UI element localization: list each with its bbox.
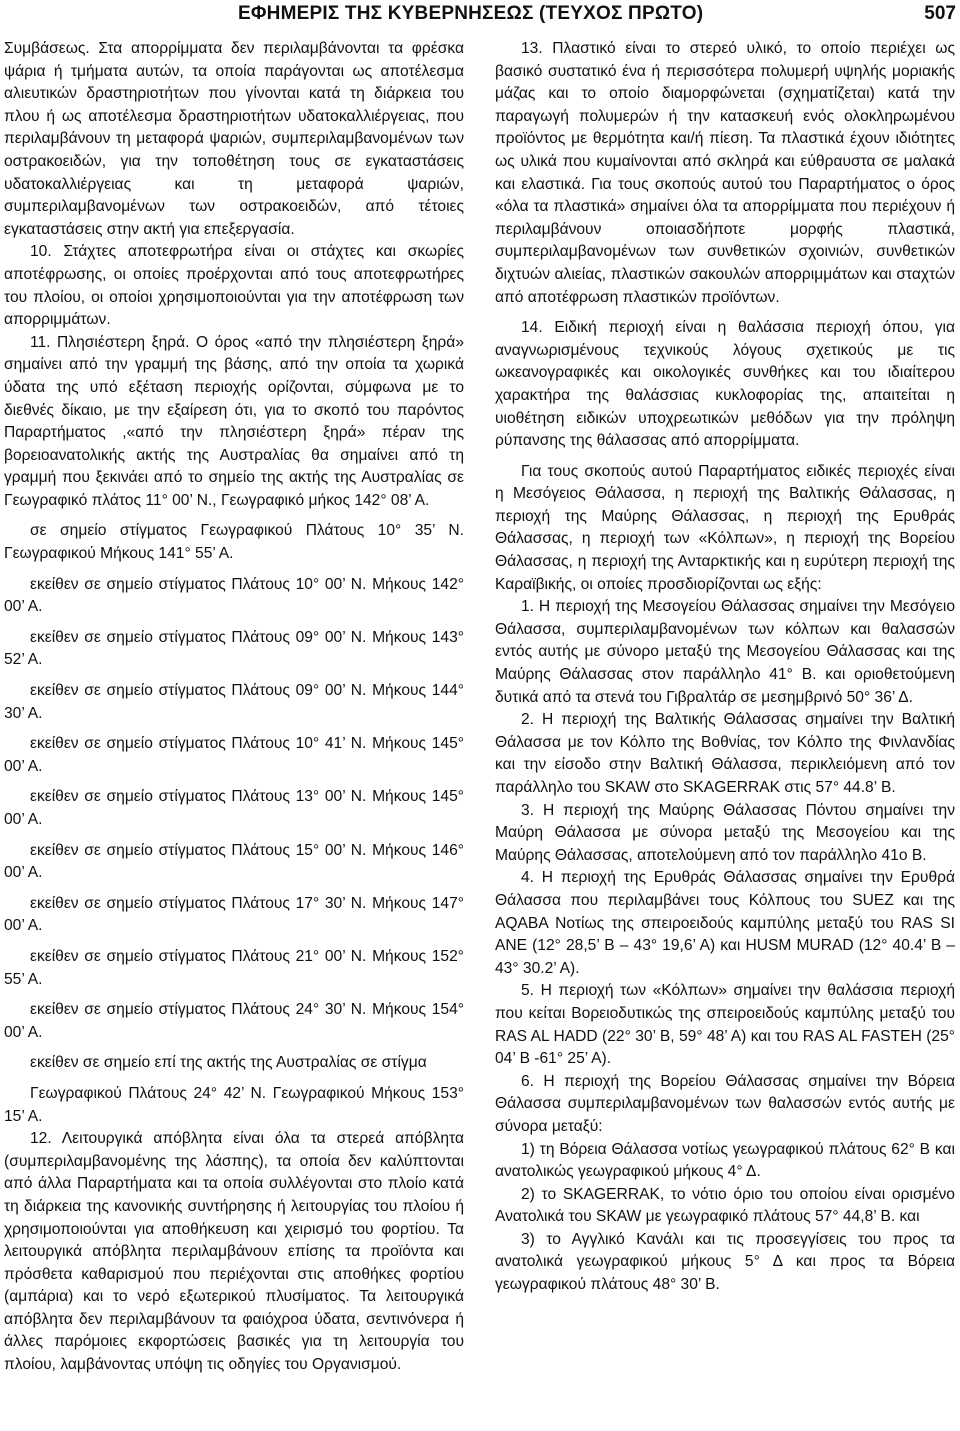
paragraph: 5. Η περιοχή των «Κόλπων» σημαίνει την θαλάσσια περιοχή που κείται Βορειοδυτικώς της σπειροειδούς καμπύλης μεταξύ του RAS AL HADD (22° 30’ Β, 59° 48’ Α) και του RAS AL FASTEH (25° 04’ Β -61° 25’ Α). [495,982,955,1068]
paragraph: 3) το Αγγλικό Κανάλι και τις προσεγγίσεις του προς τα ανατολικά γεωγραφικού μήκους 5° Δ και προς τα Βόρεια γεωγραφικού πλάτους 48° 30’ Β. [495,1230,955,1294]
paragraph: εκείθεν σε σημείο στίγματος Πλάτους 13° 00’ Ν. Μήκους 145° 00’ Α. [4,788,464,828]
paragraph: εκείθεν σε σημείο στίγματος Πλάτους 21° 00’ Ν. Μήκους 152° 55’ Α. [4,947,464,988]
paragraph: 4. Η περιοχή της Ερυθράς Θάλασσας σημαίνει την Ερυθρά Θάλασσα που περιλαμβάνει τους Κόλπους του SUEZ και της AQABA Νοτίως της σπειροειδούς καμπύλης μεταξύ του RAS SI ANE (12° 28,5’ Β – 43° 19,6’ Α) και HUSM MURAD (12° 40.4’ Β – 43° 30.2’ Α). [495,869,955,977]
page-header [0,0,960,34]
paragraph: σε σημείο στίγματος Γεωγραφικού Πλάτους 10° 35’ Ν. Γεωγραφικού Μήκους 141° 55’ Α. [4,522,464,563]
gazette-title: ΕΦΗΜΕΡΙΣ ΤΗΣ ΚΥΒΕΡΝΗΣΕΩΣ (ΤΕΥΧΟΣ ΠΡΩΤΟ) [238,3,704,24]
paragraph: εκείθεν σε σημείο στίγματος Πλάτους 24° 30’ Ν. Μήκους 154° 00’ Α. [4,1001,464,1041]
paragraph: 13. Πλαστικό είναι το στερεό υλικό, το οποίο περιέχει ως βασικό συστατικό ένα ή περισσότερα πολυμερή υψηλής μοριακής μάζας και το οποίο διαμορφώνεται (σχηματίζεται) κατά την παραγωγή πολυμερών ή την κατασκευή ενός ολοκληρωμένου προϊόντος με θερμότητα και/ή πίεση. Τα πλαστικά έχουν ιδιότητες ως υλικά που κυμαίνονται από σκληρά και εύθραυστα σε μαλακά και ελαστικά. Για τους σκοπούς αυτού του Παραρτήματος ο όρος «όλα τα πλαστικά» σημαίνει όλα τα απορρίμματα που περιέχουν ή περιλαμβάνουν οποιασδήποτε μορφής πλαστικά, συμπεριλαμβανομένων των συνθετικών σχοινιών, συνθετικών διχτυών αλιείας, πλαστικών σακουλών απορριμμάτων και σταχτών από αποτέφρωση πλαστικών προϊόντων. [495,40,955,306]
paragraph: εκείθεν σε σημείο στίγματος Πλάτους 09° 00’ Ν. Μήκους 144° 30’ Α. [4,682,464,722]
paragraph: 10. Στάχτες αποτεφρωτήρα είναι οι στάχτες και σκωρίες αποτέφρωσης, οι οποίες προέρχονται από τους αποτεφρωτήρες του πλοίου, οι οποίοι χρησιμοποιούνται για την αποτέφρωση των απορριμμάτων. [4,243,464,329]
paragraph: 6. Η περιοχή της Βορείου Θάλασσας σημαίνει την Βόρεια Θάλασσα συμπεριλαμβανομένων των θαλασσών εντός αυτής με σύνορα μεταξύ: [495,1072,955,1135]
page-number: 507 [924,3,956,24]
right-column [495,38,955,1297]
paragraph: εκείθεν σε σημείο στίγματος Πλάτους 09° 00’ Ν. Μήκους 143° 52’ Α. [4,628,464,669]
paragraph: 3. Η περιοχή της Μαύρης Θάλασσας Πόντου σημαίνει την Μαύρη Θάλασσα με σύνορα μεταξύ της Μεσογείου και της Μαύρης Θάλασσας, αποτελούμενη από τον παράλληλο 41ο Β. [495,801,955,864]
paragraph: εκείθεν σε σημείο στίγματος Πλάτους 15° 00’ Ν. Μήκους 146° 00’ Α. [4,841,464,882]
paragraph: Συμβάσεως. Στα απορρίμματα δεν περιλαμβάνονται τα φρέσκα ψάρια ή τμήματα αυτών, τα οποία παράγονται ως αποτέλεσμα αλιευτικών δραστηριοτήτων που γίνονται κατά τη διάρκεια του πλου ή ως αποτέλεσμα δραστηριοτήτων υδατοκαλλιέργειας, που περιλαμβάνουν τη μεταφορά ψαριών, συμπεριλαμβανομένων των οστρακοειδών, για την τοποθέτηση τους σε εγκαταστάσεις υδατοκαλλιέργειας και τη μεταφορά ψαριών, συμπεριλαμβανομένων των οστρακοειδών, από τέτοιες εγκαταστάσεις στην ακτή για επεξεργασία. [4,40,464,238]
paragraph: Για τους σκοπούς αυτού Παραρτήματος ειδικές περιοχές είναι η Μεσόγειος Θάλασσα, η περιοχή της Βαλτικής Θάλασσας, η περιοχή της Μαύρης Θάλασσας, η περιοχή της Ερυθράς Θάλασσας, η περιοχή των «Κόλπων», η περιοχή της Βορείου Θάλασσας, η περιοχή της Ανταρκτικής και η ευρύτερη περιοχή της Καραϊβικής, οι οποίες προσδιορίζονται ως εξής: [495,462,955,593]
paragraph: εκείθεν σε σημείο στίγματος Πλάτους 17° 30’ Ν. Μήκους 147° 00’ Α. [4,894,464,935]
left-column [4,38,464,1377]
paragraph: εκείθεν σε σημείο επί της ακτής της Αυστραλίας σε στίγμα [30,1054,427,1072]
paragraph: 14. Ειδική περιοχή είναι η θαλάσσια περιοχή όπου, για αναγνωρισμένους τεχνικούς λόγους σχετικούς με τις ωκεανογραφικές και οικολογικές συνθήκες και του ιδιαίτερου χαρακτήρα της θαλάσσιας κυκλοφορίας της, απαιτείται η υιοθέτηση ειδικών υποχρεωτικών μεθόδων για την πρόληψη ρύπανσης της θάλασσας από απορρίμματα. [495,319,955,450]
paragraph: εκείθεν σε σημείο στίγματος Πλάτους 10° 00’ Ν. Μήκους 142° 00’ Α. [4,575,464,616]
paragraph: Γεωγραφικού Πλάτους 24° 42’ Ν. Γεωγραφικού Μήκους 153° 15’ Α. [4,1084,464,1125]
paragraph: 2. Η περιοχή της Βαλτικής Θάλασσας σημαίνει την Βαλτική Θάλασσα με τον Κόλπο της Βοθνίας, τον Κόλπο της Φινλανδίας και την είσοδο στην Βαλτική Θάλασσα, περικλειόμενη από τον παράλληλο του SKAW στο SKAGERRAK στις 57° 44.8’ Β. [495,711,955,796]
paragraph: 1. Η περιοχή της Μεσογείου Θάλασσας σημαίνει την Μεσόγειο Θάλασσα, συμπεριλαμβανομένων των κόλπων και θαλασσών εντός αυτής με σύνορο μεταξύ της Μεσογείου Θάλασσας και της Μαύρης Θάλασσας στον παράλληλο 41° Β. και οριοθετούμενη δυτικά από τα στενά του Γιβραλτάρ σε μεσημβρινό 50° 36’ Δ. [495,598,955,706]
paragraph: εκείθεν σε σημείο στίγματος Πλάτους 10° 41’ Ν. Μήκους 145° 00’ Α. [4,735,464,775]
paragraph: 12. Λειτουργικά απόβλητα είναι όλα τα στερεά απόβλητα (συμπεριλαμβανομένης της λάσπης), τα οποία δεν καλύπτονται από άλλα Παραρτήματα και τα οποία συλλέγονται στο πλοίο κατά τη διάρκεια της κανονικής συντήρησης ή λειτουργίας του πλοίου ή χρησιμοποιούνται για αποθήκευση και χειρισμό του φορτίου. Τα λειτουργικά απόβλητα περιλαμβάνουν επίσης τα προϊόντα και πρόσθετα καθαρισμού που περιέχονται στις αποθήκες φορτίου (αμπάρια) και το νερό εξωτερικού πλυσίματος. Τα λειτουργικά απόβλητα δεν περιλαμβάνουν τα φαιόχροα ύδατα, σεντινόνερα ή άλλες παρόμοιες εκφορτώσεις βασικές για τη λειτουργία του πλοίου, λαμβάνοντας υπόψη τις οδηγίες του Οργανισμού. [4,1130,464,1374]
paragraph: 11. Πλησιέστερη ξηρά. Ο όρος «από την πλησιέστερη ξηρά» σημαίνει από την γραμμή της βάσης, από την οποία τα χωρικά ύδατα της υπό εξέταση περιοχής ορίζονται, σύμφωνα με το διεθνές δίκαιο, με την εξαίρεση ότι, για το σκοπό του παρόντος Παραρτήματος ,«από την πλησιέστερη ξηρά» πέραν της βορειοανατολικής ακτής της Αυστραλίας θα σημαίνει από τη γραμμή που ξεκινάει από το σημείο της ακτής της Αυστραλίας σε Γεωγραφικό πλάτος 11° 00’ Ν., Γεωγραφικό μήκος 142° 08’ Α. [4,333,464,509]
paragraph: 1) τη Βόρεια Θάλασσα νοτίως γεωγραφικού πλάτους 62° Β και ανατολικώς γεωγραφικού μήκους 4° Δ. [495,1140,955,1181]
paragraph: 2) το SKAGERRAK, το νότιο όριο του οποίου είναι ορισμένο Ανατολικά του SKAW με γεωγραφικό πλάτους 57° 44,8’ Β. και [495,1185,955,1226]
